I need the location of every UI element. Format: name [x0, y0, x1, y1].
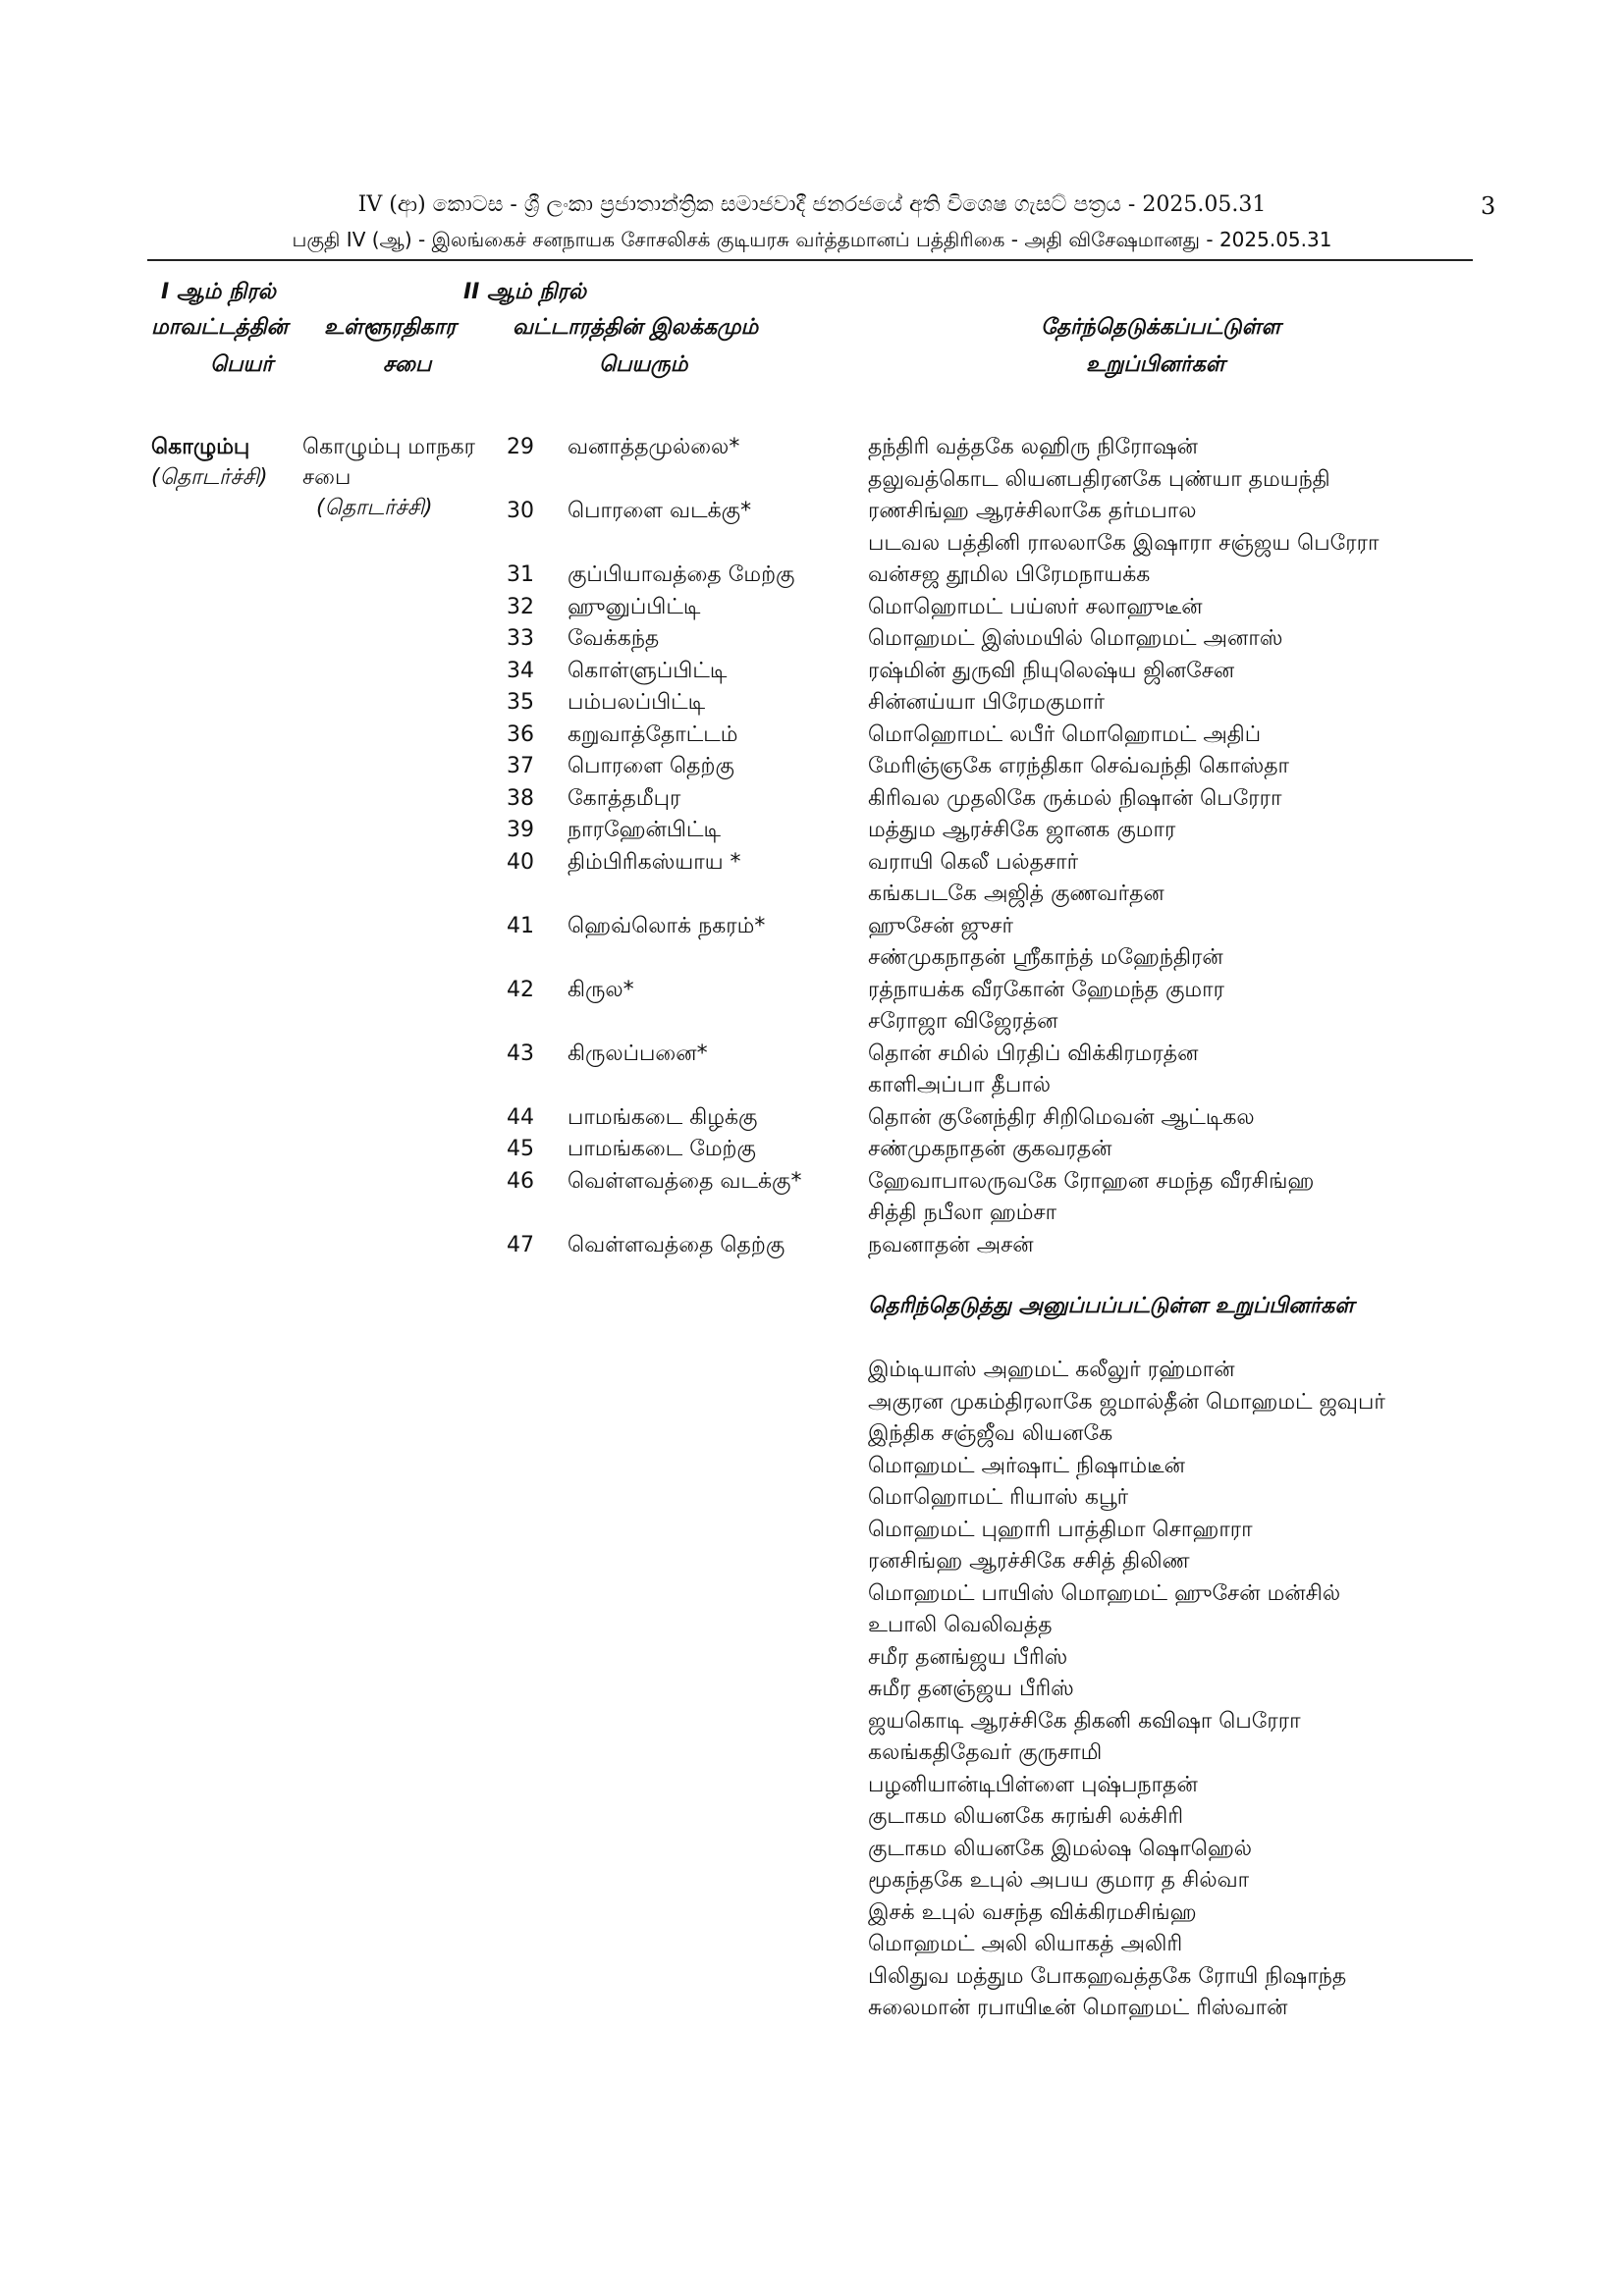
ward-number: 44	[507, 1104, 534, 1130]
list-item: இந்திக சஞ்ஜீவ லியனகே	[868, 1421, 1113, 1446]
ward-number: 31	[507, 562, 534, 587]
list-item: ஜயகொடி ஆரச்சிகே திகனி கவிஷா பெரேரா	[868, 1708, 1301, 1734]
table-row	[0, 945, 1624, 978]
ward-name: கிருலப்பனை*	[568, 1041, 708, 1066]
member-name: சரோஜா விஜேரத்ன	[868, 1009, 1058, 1034]
member-name: ரத்நாயக்க வீரகோன் ஹேமந்த குமார	[868, 977, 1224, 1002]
ward-number: 42	[507, 977, 534, 1002]
table-row	[0, 818, 1624, 850]
ward-name: குப்பியாவத்தை மேற்கு	[568, 562, 795, 587]
table-row	[0, 1169, 1624, 1201]
member-name: தந்திரி வத்தகே லஹிரு நிரோஷன்	[868, 435, 1198, 459]
council-name-line1: கொழும்பு மாநகர	[302, 435, 476, 459]
member-name: மத்தும ஆரச்சிகே ஜானக குமார	[868, 818, 1176, 842]
member-name: ஹுசேன் ஜுசர்	[868, 913, 1013, 938]
ward-number: 40	[507, 849, 534, 875]
gazette-header-tamil: பகுதி IV (ஆ) - இலங்கைச் சனநாயக சோசலிசக் குடியரசு வர்த்தமானப் பத்திரிகை - அதி விசேஷமானது - 2025.05.31	[292, 228, 1332, 251]
member-name: வன்சஜ தூமில பிரேமநாயக்க	[868, 562, 1151, 587]
ward-heading-line2: பெயரும்	[599, 352, 688, 377]
ward-name: பொரளை தெற்கு	[568, 754, 734, 778]
ward-name: நாரஹேன்பிட்டி	[568, 818, 721, 842]
ward-name: பாமங்கடை கிழக்கு	[568, 1104, 758, 1130]
ward-number: 45	[507, 1137, 534, 1161]
table-row	[0, 690, 1624, 722]
table-row	[0, 1201, 1624, 1233]
ward-heading-line1: வட்டாரத்தின் இலக்கமும்	[513, 315, 759, 340]
ward-name: கறுவாத்தோட்டம்	[568, 721, 738, 747]
list-item: கலங்கதிதேவர் குருசாமி	[868, 1740, 1103, 1765]
ward-number: 38	[507, 785, 534, 811]
ward-name: பாமங்கடை மேற்கு	[568, 1137, 756, 1161]
column-label-i: I ஆம் நிரல்	[161, 280, 276, 304]
member-name: ரணசிங்ஹ ஆரச்சிலாகே தர்மபால	[868, 499, 1197, 523]
district-heading-line1: மாவட்டத்தின்	[151, 315, 288, 340]
member-name: மேரிஞ்ஞகே எரந்திகா செவ்வந்தி கொஸ்தா	[868, 754, 1290, 778]
table-row	[0, 562, 1624, 595]
member-name: நவனாதன் அசன்	[868, 1232, 1034, 1257]
table-row	[0, 754, 1624, 786]
ward-name: வெள்ளவத்தை வடக்கு*	[568, 1168, 802, 1194]
table-row	[0, 659, 1624, 691]
table-row	[0, 722, 1624, 755]
council-continued: (தொடர்ச்சி)	[316, 496, 433, 520]
ward-number: 41	[507, 913, 534, 938]
council-heading-line2: சபை	[383, 352, 432, 377]
district-continued: (தொடர்ச்சி)	[151, 465, 268, 490]
member-name: சண்முகநாதன் ஸ்ரீகாந்த் மஹேந்திரன்	[868, 945, 1223, 970]
column-label-ii: II ஆம் நிரல்	[463, 280, 587, 304]
list-item: உபாலி வெலிவத்த	[868, 1613, 1053, 1637]
table-row	[0, 850, 1624, 882]
member-name: வராயி கெலீ பல்தசார்	[868, 849, 1079, 875]
member-name: கிரிவல முதலிகே ருக்மல் நிஷான் பெரேரா	[868, 785, 1282, 811]
list-item: மூகந்தகே உபுல் அபய குமார த சில்வா	[868, 1868, 1250, 1893]
member-name: மொஹொமட் பய்ஸர் சலாஹுடீன்	[868, 594, 1203, 619]
table-row	[0, 1233, 1624, 1265]
table-row	[0, 626, 1624, 659]
member-name: சின்னய்யா பிரேமகுமார்	[868, 690, 1105, 715]
council-heading-line1: உள்ளூரதிகார	[324, 315, 457, 340]
list-item: பிலிதுவ மத்தும போகஹவத்தகே ரோயி நிஷாந்த	[868, 1963, 1347, 1989]
ward-name: வேக்கந்த	[568, 626, 660, 651]
list-item: மொஹமட் புஹாரி பாத்திமா சொஹாரா	[868, 1517, 1253, 1542]
table-row	[0, 1105, 1624, 1138]
header-divider	[147, 259, 1473, 261]
list-item: மொஹமட் அர்ஷாட் நிஷாம்டீன்	[868, 1453, 1185, 1478]
member-name: கங்கபடகே அஜித் குணவர்தன	[868, 881, 1164, 906]
ward-name: வெள்ளவத்தை தெற்கு	[568, 1232, 785, 1257]
member-name: மொஹொமட் லபீர் மொஹொமட் அதிப்	[868, 721, 1262, 747]
list-item: குடாகம லியனகே இமல்ஷ ஷொஹெல்	[868, 1836, 1253, 1861]
table-row	[0, 1137, 1624, 1169]
gazette-header-sinhala: IV (ආ) කොටස - ශ්‍රී ලංකා ප්‍රජාතාන්ත්‍රික සමාජවාදී ජනරජයේ අති විශෙෂ ගැසට් පත්‍රය - 2025.05.31	[357, 192, 1267, 217]
ward-number: 47	[507, 1232, 534, 1257]
ward-number: 37	[507, 754, 534, 778]
table-row	[0, 1041, 1624, 1074]
ward-number: 43	[507, 1041, 534, 1066]
district-heading-line2: பெயர்	[210, 352, 273, 377]
ward-name: ஹெவ்லொக் நகரம்*	[568, 913, 766, 938]
member-name: காளிஅப்பா தீபால்	[868, 1073, 1052, 1097]
list-item: மொஹமட் பாயிஸ் மொஹமட் ஹுசேன் மன்சில்	[868, 1580, 1341, 1606]
member-heading-line1: தேர்ந்தெடுக்கப்பட்டுள்ள	[1041, 315, 1281, 340]
ward-name: கொள்ளுப்பிட்டி	[568, 658, 728, 683]
ward-name: திம்பிரிகஸ்யாய *	[568, 849, 741, 875]
member-name: சண்முகநாதன் குகவரதன்	[868, 1137, 1112, 1161]
ward-name: வனாத்தமுல்லை*	[568, 435, 740, 459]
list-item: சமீர தனங்ஜய பீரிஸ்	[868, 1644, 1068, 1670]
list-item: மொஹமட் அலி லியாகத் அலிரி	[868, 1932, 1183, 1956]
appointed-members-list	[868, 1358, 1385, 2028]
ward-number: 30	[507, 499, 534, 523]
ward-number: 36	[507, 721, 534, 747]
list-item: குடாகம லியனகே சுரங்சி லக்சிரி	[868, 1804, 1184, 1829]
district-name: கொழும்பு	[151, 435, 250, 459]
member-name: தலுவத்கொட லியனபதிரனகே புண்யா தமயந்தி	[868, 466, 1330, 492]
list-item: பழனியான்டிபிள்ளை புஷ்பநாதன்	[868, 1772, 1198, 1797]
list-item: இசக் உபுல் வசந்த விக்கிரமசிங்ஹ	[868, 1899, 1197, 1925]
table-row	[0, 499, 1624, 531]
member-name: சித்தி நபீலா ஹம்சா	[868, 1201, 1057, 1225]
ward-member-list	[0, 435, 1624, 1264]
table-row	[0, 595, 1624, 627]
ward-name: பொரளை வடக்கு*	[568, 499, 752, 523]
ward-name: பம்பலப்பிட்டி	[568, 690, 706, 715]
list-item: இம்டியாஸ் அஹமட் கலீலுர் ரஹ்மான்	[868, 1358, 1235, 1382]
member-heading-line2: உறுப்பினர்கள்	[1086, 352, 1225, 377]
member-name: படவல பத்தினி ராலலாகே இஷாரா சஞ்ஜய பெரேரா	[868, 530, 1380, 556]
list-item: சுலைமான் ரபாயிடீன் மொஹமட் ரிஸ்வான்	[868, 1996, 1288, 2020]
ward-number: 29	[507, 435, 534, 459]
ward-number: 32	[507, 594, 534, 619]
table-row	[0, 881, 1624, 914]
ward-number: 33	[507, 626, 534, 651]
table-row	[0, 467, 1624, 500]
member-name: ரஷ்மின் துருவி நியுலெஷ்ய ஜினசேன	[868, 658, 1235, 683]
table-row	[0, 978, 1624, 1010]
ward-name: கிருல*	[568, 977, 634, 1002]
page-number: 3	[1481, 192, 1496, 220]
table-row	[0, 1073, 1624, 1105]
list-item: ரனசிங்ஹ ஆரச்சிகே சசித் திலிண	[868, 1549, 1190, 1574]
council-name-line2: சபை	[302, 465, 352, 490]
member-name: ஹேவாபாலருவகே ரோஹன சமந்த வீரசிங்ஹ	[868, 1168, 1315, 1194]
table-row	[0, 914, 1624, 946]
table-row	[0, 531, 1624, 563]
list-item: சுமீர தனஞ்ஜய பீரிஸ்	[868, 1677, 1074, 1701]
ward-name: ஹுனுப்பிட்டி	[568, 594, 701, 619]
member-name: தொன் குனேந்திர சிறிமெவன் ஆட்டிகல	[868, 1104, 1255, 1130]
table-row	[0, 1009, 1624, 1041]
table-row	[0, 786, 1624, 819]
list-item: அகுரன முகம்திரலாகே ஜமால்தீன் மொஹமட் ஜவுபர்	[868, 1389, 1385, 1415]
member-name: மொஹமட் இஸ்மயில் மொஹமட் அனாஸ்	[868, 626, 1283, 651]
ward-number: 46	[507, 1168, 534, 1194]
member-name: தொன் சமில் பிரதிப் விக்கிரமரத்ன	[868, 1041, 1199, 1066]
list-item: மொஹொமட் ரியாஸ் கபூர்	[868, 1485, 1129, 1510]
table-row	[0, 435, 1624, 467]
ward-name: கோத்தமீபுர	[568, 785, 681, 811]
ward-number: 35	[507, 690, 534, 715]
appointed-members-title: தெரிந்தெடுத்து அனுப்பப்பட்டுள்ள உறுப்பினர்கள்	[868, 1294, 1355, 1318]
ward-number: 34	[507, 658, 534, 683]
ward-number: 39	[507, 818, 534, 842]
